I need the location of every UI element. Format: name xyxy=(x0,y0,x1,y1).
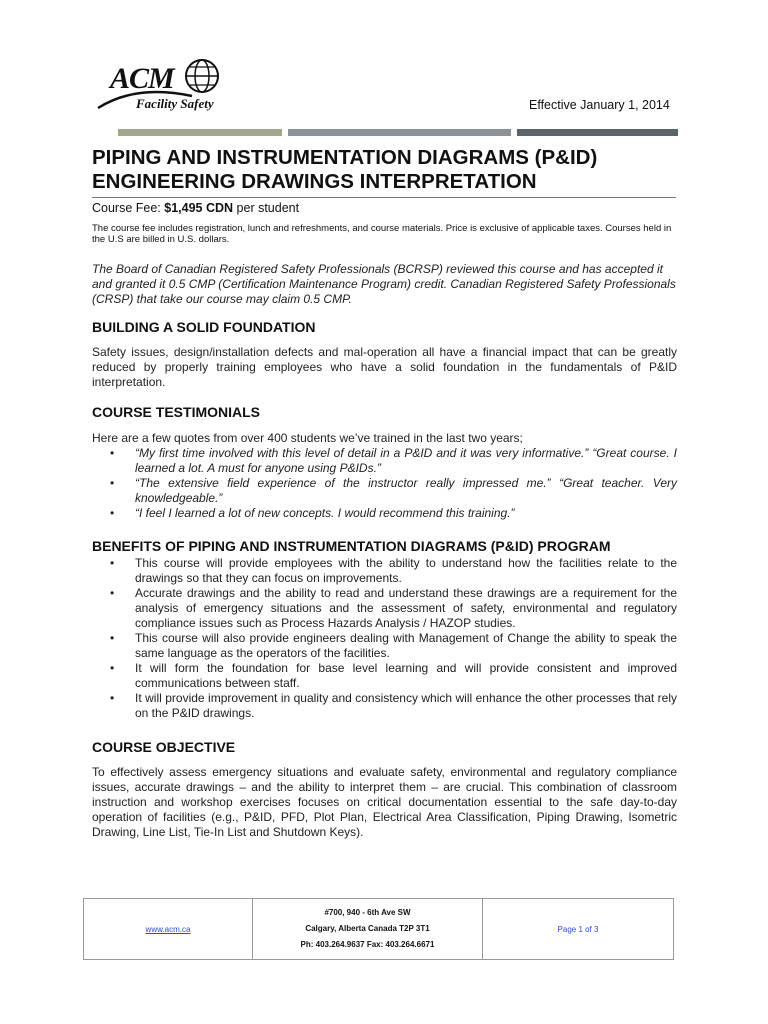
list-item: • “The extensive field experience of the instructor really impressed me.” “Great teacher. Very knowledgeable.” xyxy=(110,476,677,505)
fee-amount: $1,495 CDN xyxy=(164,201,234,215)
benefits-list xyxy=(92,556,677,721)
foundation-text: Safety issues, design/installation defects and mal-operation all have a financial impact that can be greatly reduced by properly training employees who have a solid foundation in the fundamentals of P&ID interpretation. xyxy=(92,345,677,389)
document-title xyxy=(92,146,692,194)
fee-label: Course Fee: xyxy=(92,201,165,215)
color-bar-3 xyxy=(517,129,678,136)
course-fee xyxy=(92,201,299,215)
color-bar-2 xyxy=(288,129,511,136)
testimonials-heading: COURSE TESTIMONIALS xyxy=(92,404,261,420)
list-item: • This course will provide employees with the ability to understand how the facilities relate to the drawings so that they can focus on improvements. xyxy=(110,556,677,585)
list-item: • This course will also provide engineers dealing with Management of Change the ability to speak the same language as the operators of the facilities. xyxy=(110,631,677,660)
footer-page-cell xyxy=(483,899,673,959)
logo-subtitle: Facility Safety xyxy=(136,96,214,111)
title-line-2: ENGINEERING DRAWINGS INTERPRETATION xyxy=(92,170,537,193)
effective-date: Effective January 1, 2014 xyxy=(529,98,670,112)
address-line-2: Calgary, Alberta Canada T2P 3T1 xyxy=(305,924,430,933)
list-item: • Accurate drawings and the ability to read and understand these drawings are a requirement for the analysis of emergency situations and the assessment of safety, environmental and regulatory compliance issues such as Process Hazards Analysis / HAZOP studies. xyxy=(110,586,677,630)
header-color-bars xyxy=(118,129,678,136)
footer-website-cell xyxy=(84,899,253,959)
color-bar-1 xyxy=(118,129,282,136)
address-line-1: #700, 940 - 6th Ave SW xyxy=(324,908,411,917)
list-item: • It will form the foundation for base level learning and will provide consistent and improved communications between staff. xyxy=(110,661,677,690)
objective-text: To effectively assess emergency situations and evaluate safety, environmental and regulatory compliance issues, accurate drawings – and the ability to interpret them – are crucial. This combination of classroom instruction and workshop exercises focuses on critical documentation essential to the safe day-to-day operation of facilities (e.g., P&ID, PFD, Plot Plan, Electrical Area Classification, Piping Drawing, Isometric Drawing, Line List, Tie-In List and Shutdown Keys). xyxy=(92,765,677,839)
list-item: • It will provide improvement in quality and consistency which will enhance the other processes that rely on the P&ID drawings. xyxy=(110,691,677,720)
benefits-heading: BENEFITS OF PIPING AND INSTRUMENTATION DIAGRAMS (P&ID) PROGRAM xyxy=(92,538,611,554)
fee-note: The course fee includes registration, lunch and refreshments, and course materials. Price is exclusive of applicable taxes. Courses held in the U.S are billed in U.S. dollars. xyxy=(92,223,672,245)
footer-address-cell xyxy=(253,899,483,959)
objective-heading: COURSE OBJECTIVE xyxy=(92,739,236,755)
footer-table xyxy=(83,898,674,960)
testimonials-list xyxy=(92,446,677,521)
logo-brand: ACM xyxy=(110,62,174,95)
website-link[interactable]: www.acm.ca xyxy=(145,924,191,934)
fee-suffix: per student xyxy=(233,201,300,215)
bcrsp-statement: The Board of Canadian Registered Safety Professionals (BCRSP) reviewed this course and has accepted it and granted it 0.5 CMP (Certification Maintenance Program) credit. Canadian Registered Safety Professionals (CRSP) that take our course may claim 0.5 CMP. xyxy=(92,262,676,306)
foundation-heading: BUILDING A SOLID FOUNDATION xyxy=(92,319,316,335)
page-number: Page 1 of 3 xyxy=(557,924,599,934)
phone-fax: Ph: 403.264.9637 Fax: 403.264.6671 xyxy=(300,940,435,949)
acm-logo xyxy=(96,56,232,116)
list-item: • “I feel I learned a lot of new concepts. I would recommend this training.” xyxy=(110,506,515,520)
title-line-1: PIPING AND INSTRUMENTATION DIAGRAMS (P&ID) xyxy=(92,146,598,169)
title-divider xyxy=(92,197,676,198)
testimonials-intro: Here are a few quotes from over 400 students we’ve trained in the last two years; xyxy=(92,431,523,445)
list-item: • “My first time involved with this level of detail in a P&ID and it was very informative.” “Great course. I learned a lot. A must for anyone using P&IDs.” xyxy=(110,446,677,475)
